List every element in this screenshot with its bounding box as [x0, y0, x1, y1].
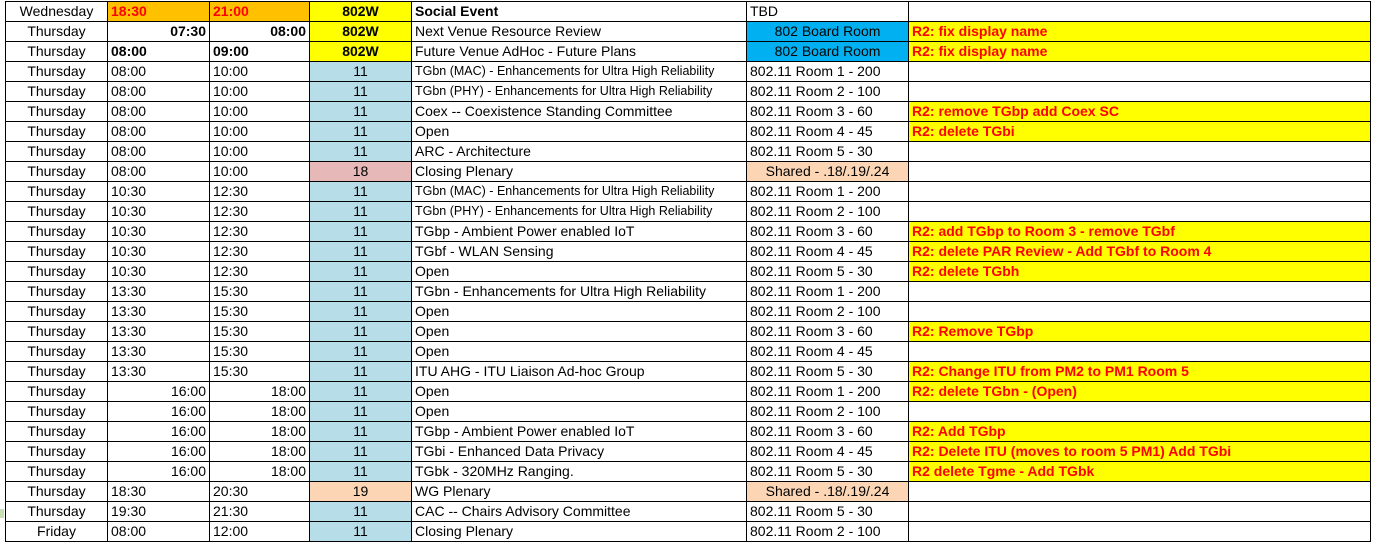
start-time-cell[interactable]: 10:30	[108, 222, 210, 242]
revision-note-cell[interactable]	[909, 202, 1371, 222]
start-time-cell[interactable]: 08:00	[108, 162, 210, 182]
table-row	[6, 262, 1371, 282]
start-time-cell[interactable]: 08:00	[108, 142, 210, 162]
table-row	[6, 362, 1371, 382]
room-cell[interactable]: 802.11 Room 3 - 60	[747, 222, 909, 242]
end-time-cell[interactable]: 10:00	[210, 162, 310, 182]
start-time-cell[interactable]: 16:00	[108, 462, 210, 482]
event-cell[interactable]: WG Plenary	[412, 482, 747, 502]
end-time-cell[interactable]: 21:00	[210, 2, 310, 22]
revision-note-cell[interactable]: R2 delete Tgme - Add TGbk	[909, 462, 1371, 482]
room-cell[interactable]: 802.11 Room 2 - 100	[747, 82, 909, 102]
event-cell[interactable]: TGbn (PHY) - Enhancements for Ultra High Reliability	[412, 202, 747, 222]
table-row	[6, 222, 1371, 242]
revision-note-cell[interactable]: R2: fix display name	[909, 42, 1371, 62]
day-cell[interactable]: Thursday	[6, 282, 108, 302]
group-cell[interactable]: 11	[310, 122, 412, 142]
start-time-cell[interactable]: 08:00	[108, 82, 210, 102]
event-cell[interactable]: TGbn - Enhancements for Ultra High Reliability	[412, 282, 747, 302]
group-cell[interactable]: 802W	[310, 2, 412, 22]
revision-note-cell[interactable]: R2: remove TGbp add Coex SC	[909, 102, 1371, 122]
day-cell[interactable]: Thursday	[6, 202, 108, 222]
day-cell[interactable]: Thursday	[6, 42, 108, 62]
event-cell[interactable]: Next Venue Resource Review	[412, 22, 747, 42]
table-row	[6, 62, 1371, 82]
table-row	[6, 282, 1371, 302]
event-cell[interactable]: Open	[412, 122, 747, 142]
schedule-table	[5, 1, 1371, 542]
start-time-cell[interactable]: 08:00	[108, 42, 210, 62]
revision-note-cell[interactable]	[909, 482, 1371, 502]
table-row	[6, 382, 1371, 402]
day-cell[interactable]: Thursday	[6, 222, 108, 242]
end-time-cell[interactable]: 09:00	[210, 42, 310, 62]
day-cell[interactable]: Thursday	[6, 442, 108, 462]
group-cell[interactable]: 18	[310, 162, 412, 182]
event-cell[interactable]: Open	[412, 402, 747, 422]
start-time-cell[interactable]: 16:00	[108, 402, 210, 422]
table-row	[6, 322, 1371, 342]
group-cell[interactable]: 11	[310, 62, 412, 82]
revision-note-cell[interactable]: R2: fix display name	[909, 22, 1371, 42]
end-time-cell[interactable]: 12:30	[210, 202, 310, 222]
table-row	[6, 402, 1371, 422]
revision-note-cell[interactable]	[909, 522, 1371, 542]
start-time-cell[interactable]: 08:00	[108, 62, 210, 82]
start-time-cell[interactable]: 19:30	[108, 502, 210, 522]
group-cell[interactable]: 11	[310, 442, 412, 462]
day-cell[interactable]: Thursday	[6, 82, 108, 102]
event-cell[interactable]: ITU AHG - ITU Liaison Ad-hoc Group	[412, 362, 747, 382]
table-row	[6, 162, 1371, 182]
room-cell[interactable]: 802.11 Room 3 - 60	[747, 422, 909, 442]
start-time-cell[interactable]: 13:30	[108, 362, 210, 382]
end-time-cell[interactable]: 15:30	[210, 342, 310, 362]
event-cell[interactable]: TGbp - Ambient Power enabled IoT	[412, 422, 747, 442]
revision-note-cell[interactable]	[909, 62, 1371, 82]
room-cell[interactable]: Shared - .18/.19/.24	[747, 482, 909, 502]
table-row	[6, 482, 1371, 502]
day-cell[interactable]: Thursday	[6, 182, 108, 202]
start-time-cell[interactable]: 08:00	[108, 522, 210, 542]
group-cell[interactable]: 11	[310, 222, 412, 242]
table-row	[6, 82, 1371, 102]
group-cell[interactable]: 802W	[310, 42, 412, 62]
start-time-cell[interactable]: 10:30	[108, 242, 210, 262]
group-cell[interactable]: 11	[310, 102, 412, 122]
room-cell[interactable]: 802.11 Room 3 - 60	[747, 102, 909, 122]
day-cell[interactable]: Thursday	[6, 22, 108, 42]
end-time-cell[interactable]: 15:30	[210, 322, 310, 342]
end-time-cell[interactable]: 21:30	[210, 502, 310, 522]
event-cell[interactable]: Future Venue AdHoc - Future Plans	[412, 42, 747, 62]
table-row	[6, 342, 1371, 362]
end-time-cell[interactable]: 12:30	[210, 242, 310, 262]
day-cell[interactable]: Thursday	[6, 122, 108, 142]
day-cell[interactable]: Thursday	[6, 422, 108, 442]
room-cell[interactable]: 802.11 Room 4 - 45	[747, 122, 909, 142]
day-cell[interactable]: Thursday	[6, 402, 108, 422]
event-cell[interactable]: TGbn (PHY) - Enhancements for Ultra High Reliability	[412, 82, 747, 102]
day-cell[interactable]: Friday	[6, 522, 108, 542]
start-time-cell[interactable]: 13:30	[108, 302, 210, 322]
revision-note-cell[interactable]	[909, 342, 1371, 362]
event-cell[interactable]: TGbn (MAC) - Enhancements for Ultra High Reliability	[412, 62, 747, 82]
event-cell[interactable]: Open	[412, 262, 747, 282]
event-cell[interactable]: Open	[412, 322, 747, 342]
room-cell[interactable]: 802.11 Room 5 - 30	[747, 462, 909, 482]
table-row	[6, 442, 1371, 462]
group-cell[interactable]: 11	[310, 282, 412, 302]
day-cell[interactable]: Thursday	[6, 102, 108, 122]
day-cell[interactable]: Thursday	[6, 162, 108, 182]
group-cell[interactable]: 11	[310, 82, 412, 102]
start-time-cell[interactable]: 13:30	[108, 342, 210, 362]
revision-note-cell[interactable]	[909, 82, 1371, 102]
group-cell[interactable]: 11	[310, 182, 412, 202]
end-time-cell[interactable]: 18:00	[210, 422, 310, 442]
end-time-cell[interactable]: 15:30	[210, 362, 310, 382]
revision-note-cell[interactable]: R2: add TGbp to Room 3 - remove TGbf	[909, 222, 1371, 242]
end-time-cell[interactable]: 12:00	[210, 522, 310, 542]
group-cell[interactable]: 11	[310, 382, 412, 402]
revision-note-cell[interactable]: R2: delete TGbn - (Open)	[909, 382, 1371, 402]
end-time-cell[interactable]: 20:30	[210, 482, 310, 502]
event-cell[interactable]: Closing Plenary	[412, 162, 747, 182]
room-cell[interactable]: 802.11 Room 5 - 30	[747, 142, 909, 162]
event-cell[interactable]: Coex -- Coexistence Standing Committee	[412, 102, 747, 122]
group-cell[interactable]: 11	[310, 242, 412, 262]
room-cell[interactable]: 802.11 Room 1 - 200	[747, 282, 909, 302]
end-time-cell[interactable]: 10:00	[210, 102, 310, 122]
table-row	[6, 502, 1371, 522]
room-cell[interactable]: 802.11 Room 5 - 30	[747, 362, 909, 382]
revision-note-cell[interactable]	[909, 142, 1371, 162]
group-cell[interactable]: 11	[310, 202, 412, 222]
day-cell[interactable]: Thursday	[6, 462, 108, 482]
start-time-cell[interactable]: 18:30	[108, 482, 210, 502]
group-cell[interactable]: 11	[310, 402, 412, 422]
event-cell[interactable]: Closing Plenary	[412, 522, 747, 542]
day-cell[interactable]: Wednesday	[6, 2, 108, 22]
end-time-cell[interactable]: 12:30	[210, 182, 310, 202]
room-cell[interactable]: 802.11 Room 1 - 200	[747, 182, 909, 202]
table-row	[6, 182, 1371, 202]
start-time-cell[interactable]: 16:00	[108, 442, 210, 462]
room-cell[interactable]: 802.11 Room 3 - 60	[747, 322, 909, 342]
start-time-cell[interactable]: 07:30	[108, 22, 210, 42]
room-cell[interactable]: 802 Board Room	[747, 22, 909, 42]
end-time-cell[interactable]: 15:30	[210, 302, 310, 322]
end-time-cell[interactable]: 10:00	[210, 142, 310, 162]
table-row	[6, 42, 1371, 62]
group-cell[interactable]: 11	[310, 342, 412, 362]
end-time-cell[interactable]: 18:00	[210, 402, 310, 422]
end-time-cell[interactable]: 12:30	[210, 262, 310, 282]
revision-note-cell[interactable]	[909, 402, 1371, 422]
revision-note-cell[interactable]	[909, 502, 1371, 522]
start-time-cell[interactable]: 10:30	[108, 202, 210, 222]
revision-note-cell[interactable]: R2: Add TGbp	[909, 422, 1371, 442]
event-cell[interactable]: TGbp - Ambient Power enabled IoT	[412, 222, 747, 242]
room-cell[interactable]: Shared - .18/.19/.24	[747, 162, 909, 182]
room-cell[interactable]: 802.11 Room 2 - 100	[747, 402, 909, 422]
revision-note-cell[interactable]	[909, 282, 1371, 302]
day-cell[interactable]: Thursday	[6, 62, 108, 82]
room-cell[interactable]: 802.11 Room 1 - 200	[747, 382, 909, 402]
event-cell[interactable]: Open	[412, 342, 747, 362]
table-row	[6, 202, 1371, 222]
revision-note-cell[interactable]	[909, 302, 1371, 322]
start-time-cell[interactable]: 13:30	[108, 322, 210, 342]
end-time-cell[interactable]: 18:00	[210, 382, 310, 402]
event-cell[interactable]: TGbk - 320MHz Ranging.	[412, 462, 747, 482]
revision-note-cell[interactable]: R2: delete TGbh	[909, 262, 1371, 282]
event-cell[interactable]: CAC -- Chairs Advisory Committee	[412, 502, 747, 522]
table-row	[6, 2, 1371, 22]
table-row	[6, 302, 1371, 322]
room-cell[interactable]: TBD	[747, 2, 909, 22]
start-time-cell[interactable]: 10:30	[108, 262, 210, 282]
revision-note-cell[interactable]: R2: delete TGbi	[909, 122, 1371, 142]
table-row	[6, 522, 1371, 542]
start-time-cell[interactable]: 18:30	[108, 2, 210, 22]
row-marker	[0, 509, 4, 518]
event-cell[interactable]: Open	[412, 382, 747, 402]
revision-note-cell[interactable]	[909, 162, 1371, 182]
room-cell[interactable]: 802.11 Room 4 - 45	[747, 242, 909, 262]
revision-note-cell[interactable]: R2: Delete ITU (moves to room 5 PM1) Add TGbi	[909, 442, 1371, 462]
schedule-rows	[6, 2, 1371, 542]
event-cell[interactable]: ARC - Architecture	[412, 142, 747, 162]
event-cell[interactable]: TGbn (MAC) - Enhancements for Ultra High Reliability	[412, 182, 747, 202]
day-cell[interactable]: Thursday	[6, 262, 108, 282]
start-time-cell[interactable]: 08:00	[108, 102, 210, 122]
end-time-cell[interactable]: 08:00	[210, 22, 310, 42]
end-time-cell[interactable]: 15:30	[210, 282, 310, 302]
start-time-cell[interactable]: 08:00	[108, 122, 210, 142]
room-cell[interactable]: 802.11 Room 2 - 100	[747, 202, 909, 222]
day-cell[interactable]: Thursday	[6, 482, 108, 502]
group-cell[interactable]: 11	[310, 462, 412, 482]
day-cell[interactable]: Thursday	[6, 382, 108, 402]
revision-note-cell[interactable]: R2: Remove TGbp	[909, 322, 1371, 342]
day-cell[interactable]: Thursday	[6, 322, 108, 342]
end-time-cell[interactable]: 18:00	[210, 462, 310, 482]
revision-note-cell[interactable]	[909, 182, 1371, 202]
table-row	[6, 462, 1371, 482]
group-cell[interactable]: 11	[310, 142, 412, 162]
room-cell[interactable]: 802.11 Room 5 - 30	[747, 502, 909, 522]
start-time-cell[interactable]: 16:00	[108, 382, 210, 402]
revision-note-cell[interactable]	[909, 2, 1371, 22]
start-time-cell[interactable]: 13:30	[108, 282, 210, 302]
table-row	[6, 422, 1371, 442]
group-cell[interactable]: 19	[310, 482, 412, 502]
group-cell[interactable]: 11	[310, 522, 412, 542]
group-cell[interactable]: 11	[310, 302, 412, 322]
group-cell[interactable]: 11	[310, 322, 412, 342]
event-cell[interactable]: TGbi - Enhanced Data Privacy	[412, 442, 747, 462]
revision-note-cell[interactable]: R2: delete PAR Review - Add TGbf to Room 4	[909, 242, 1371, 262]
event-cell[interactable]: Open	[412, 302, 747, 322]
end-time-cell[interactable]: 10:00	[210, 62, 310, 82]
room-cell[interactable]: 802.11 Room 4 - 45	[747, 442, 909, 462]
day-cell[interactable]: Thursday	[6, 502, 108, 522]
table-row	[6, 102, 1371, 122]
end-time-cell[interactable]: 12:30	[210, 222, 310, 242]
table-row	[6, 242, 1371, 262]
revision-note-cell[interactable]: R2: Change ITU from PM2 to PM1 Room 5	[909, 362, 1371, 382]
room-cell[interactable]: 802 Board Room	[747, 42, 909, 62]
group-cell[interactable]: 11	[310, 502, 412, 522]
group-cell[interactable]: 11	[310, 422, 412, 442]
room-cell[interactable]: 802.11 Room 5 - 30	[747, 262, 909, 282]
event-cell[interactable]: TGbf - WLAN Sensing	[412, 242, 747, 262]
room-cell[interactable]: 802.11 Room 2 - 100	[747, 302, 909, 322]
room-cell[interactable]: 802.11 Room 4 - 45	[747, 342, 909, 362]
start-time-cell[interactable]: 10:30	[108, 182, 210, 202]
room-cell[interactable]: 802.11 Room 1 - 200	[747, 62, 909, 82]
day-cell[interactable]: Thursday	[6, 242, 108, 262]
start-time-cell[interactable]: 16:00	[108, 422, 210, 442]
day-cell[interactable]: Thursday	[6, 302, 108, 322]
end-time-cell[interactable]: 10:00	[210, 122, 310, 142]
table-row	[6, 142, 1371, 162]
table-row	[6, 122, 1371, 142]
event-cell[interactable]: Social Event	[412, 2, 747, 22]
end-time-cell[interactable]: 18:00	[210, 442, 310, 462]
room-cell[interactable]: 802.11 Room 2 - 100	[747, 522, 909, 542]
end-time-cell[interactable]: 10:00	[210, 82, 310, 102]
day-cell[interactable]: Thursday	[6, 142, 108, 162]
group-cell[interactable]: 11	[310, 262, 412, 282]
group-cell[interactable]: 11	[310, 362, 412, 382]
table-row	[6, 22, 1371, 42]
day-cell[interactable]: Thursday	[6, 342, 108, 362]
day-cell[interactable]: Thursday	[6, 362, 108, 382]
group-cell[interactable]: 802W	[310, 22, 412, 42]
